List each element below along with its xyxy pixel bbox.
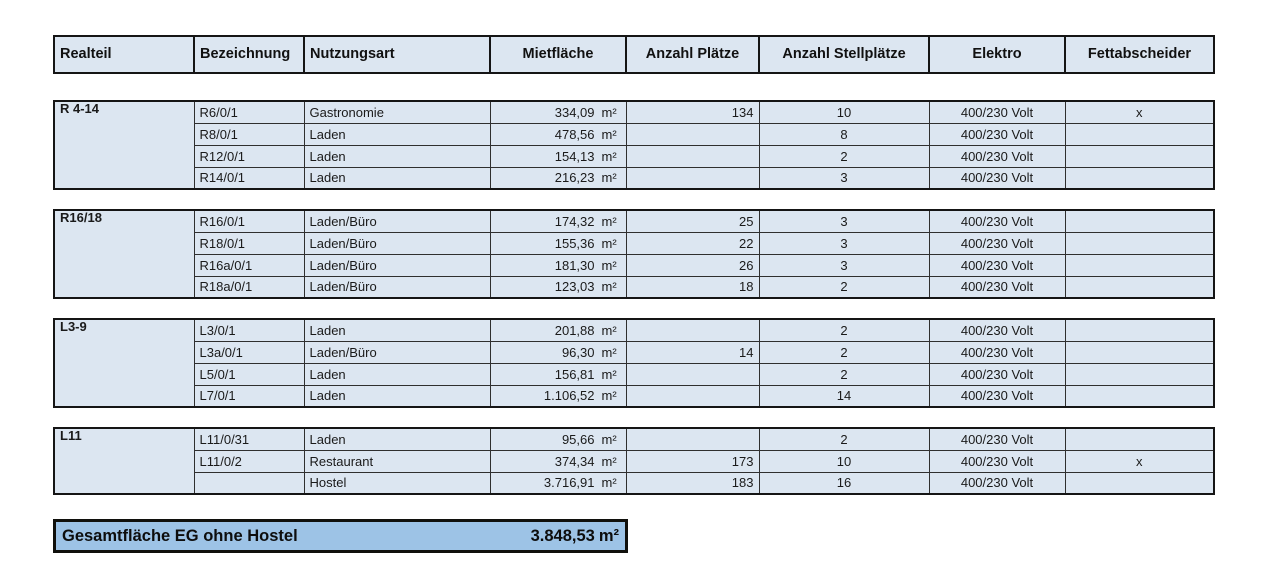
cell-anzahl-plaetze	[626, 385, 759, 407]
cell-mietflaeche	[490, 210, 626, 232]
cell-bezeichnung: L3/0/1	[194, 319, 304, 341]
cell-mietflaeche	[490, 363, 626, 385]
column-header-realteil: Realteil	[54, 36, 194, 73]
cell-nutzungsart: Laden/Büro	[304, 341, 490, 363]
cell-anzahl-stellplaetze: 3	[759, 232, 929, 254]
area-value: 3.716,91	[543, 475, 595, 491]
cell-elektro: 400/230 Volt	[929, 363, 1065, 385]
cell-anzahl-stellplaetze: 14	[759, 385, 929, 407]
cell-nutzungsart: Laden	[304, 385, 490, 407]
area-unit: m²	[601, 344, 617, 360]
realteil-group-label: R 4-14	[54, 101, 194, 189]
cell-anzahl-stellplaetze: 2	[759, 363, 929, 385]
cell-mietflaeche	[490, 145, 626, 167]
cell-mietflaeche	[490, 254, 626, 276]
table-row	[54, 450, 1214, 472]
cell-mietflaeche	[490, 450, 626, 472]
cell-bezeichnung: R14/0/1	[194, 167, 304, 189]
table-row	[54, 123, 1214, 145]
table-row	[54, 472, 1214, 494]
cell-anzahl-plaetze	[626, 123, 759, 145]
cell-elektro: 400/230 Volt	[929, 341, 1065, 363]
realteil-group-label: L3-9	[54, 319, 194, 407]
cell-anzahl-stellplaetze: 3	[759, 167, 929, 189]
area-unit: m²	[601, 170, 617, 186]
group-block-r16-18	[53, 209, 1215, 299]
table-row	[54, 319, 1214, 341]
cell-mietflaeche	[490, 428, 626, 450]
area-unit: m²	[601, 104, 617, 120]
cell-elektro: 400/230 Volt	[929, 101, 1065, 123]
cell-nutzungsart: Laden/Büro	[304, 232, 490, 254]
cell-fettabscheider	[1065, 428, 1214, 450]
cell-elektro: 400/230 Volt	[929, 385, 1065, 407]
column-header-anzahl-stellplaetze: Anzahl Stellplätze	[759, 36, 929, 73]
cell-elektro: 400/230 Volt	[929, 232, 1065, 254]
cell-nutzungsart: Laden/Büro	[304, 254, 490, 276]
group-block-l3-9	[53, 318, 1215, 408]
cell-nutzungsart: Laden	[304, 145, 490, 167]
cell-mietflaeche	[490, 167, 626, 189]
cell-fettabscheider	[1065, 210, 1214, 232]
area-value: 123,03	[554, 279, 595, 295]
cell-mietflaeche	[490, 385, 626, 407]
cell-fettabscheider	[1065, 123, 1214, 145]
column-header-anzahl-plaetze: Anzahl Plätze	[626, 36, 759, 73]
cell-nutzungsart: Gastronomie	[304, 101, 490, 123]
table-row	[54, 385, 1214, 407]
cell-bezeichnung: L11/0/31	[194, 428, 304, 450]
cell-fettabscheider	[1065, 254, 1214, 276]
cell-anzahl-stellplaetze: 8	[759, 123, 929, 145]
cell-bezeichnung: R18a/0/1	[194, 276, 304, 298]
cell-mietflaeche	[490, 472, 626, 494]
cell-mietflaeche	[490, 101, 626, 123]
column-header-nutzungsart: Nutzungsart	[304, 36, 490, 73]
cell-anzahl-plaetze	[626, 167, 759, 189]
cell-fettabscheider: x	[1065, 101, 1214, 123]
cell-mietflaeche	[490, 319, 626, 341]
cell-nutzungsart: Laden	[304, 428, 490, 450]
cell-elektro: 400/230 Volt	[929, 123, 1065, 145]
area-unit: m²	[601, 322, 617, 338]
area-unit: m²	[601, 148, 617, 164]
cell-bezeichnung: R6/0/1	[194, 101, 304, 123]
table-row	[54, 101, 1214, 123]
cell-anzahl-plaetze: 26	[626, 254, 759, 276]
cell-fettabscheider	[1065, 363, 1214, 385]
cell-anzahl-stellplaetze: 2	[759, 276, 929, 298]
cell-elektro: 400/230 Volt	[929, 276, 1065, 298]
cell-anzahl-stellplaetze: 16	[759, 472, 929, 494]
cell-mietflaeche	[490, 232, 626, 254]
area-unit: m²	[601, 126, 617, 142]
cell-anzahl-stellplaetze: 3	[759, 210, 929, 232]
table-row	[54, 210, 1214, 232]
group-block-l11	[53, 427, 1215, 495]
cell-anzahl-stellplaetze: 10	[759, 101, 929, 123]
cell-fettabscheider: x	[1065, 450, 1214, 472]
total-bar	[53, 519, 628, 553]
cell-elektro: 400/230 Volt	[929, 428, 1065, 450]
cell-bezeichnung: R16/0/1	[194, 210, 304, 232]
cell-nutzungsart: Laden	[304, 363, 490, 385]
cell-anzahl-stellplaetze: 2	[759, 319, 929, 341]
cell-anzahl-plaetze: 18	[626, 276, 759, 298]
cell-elektro: 400/230 Volt	[929, 167, 1065, 189]
cell-elektro: 400/230 Volt	[929, 472, 1065, 494]
area-value: 181,30	[554, 257, 595, 273]
cell-elektro: 400/230 Volt	[929, 319, 1065, 341]
cell-nutzungsart: Laden/Büro	[304, 210, 490, 232]
cell-fettabscheider	[1065, 167, 1214, 189]
cell-anzahl-stellplaetze: 2	[759, 341, 929, 363]
column-header-elektro: Elektro	[929, 36, 1065, 73]
total-unit: m²	[598, 526, 619, 545]
cell-nutzungsart: Laden/Büro	[304, 276, 490, 298]
cell-fettabscheider	[1065, 472, 1214, 494]
cell-mietflaeche	[490, 341, 626, 363]
cell-anzahl-plaetze: 25	[626, 210, 759, 232]
area-unit: m²	[601, 388, 617, 404]
cell-anzahl-plaetze	[626, 145, 759, 167]
area-unit: m²	[601, 475, 617, 491]
cell-anzahl-stellplaetze: 2	[759, 145, 929, 167]
total-value: 3.848,53	[530, 526, 595, 545]
area-unit: m²	[601, 257, 617, 273]
cell-mietflaeche	[490, 123, 626, 145]
table-header-row	[53, 35, 1215, 74]
table-row	[54, 276, 1214, 298]
table-row	[54, 232, 1214, 254]
cell-anzahl-plaetze	[626, 319, 759, 341]
cell-nutzungsart: Hostel	[304, 472, 490, 494]
area-value: 216,23	[554, 170, 595, 186]
cell-bezeichnung: L7/0/1	[194, 385, 304, 407]
table-row	[54, 341, 1214, 363]
cell-bezeichnung: R16a/0/1	[194, 254, 304, 276]
cell-nutzungsart: Laden	[304, 123, 490, 145]
cell-anzahl-stellplaetze: 3	[759, 254, 929, 276]
cell-anzahl-plaetze: 173	[626, 450, 759, 472]
cell-nutzungsart: Restaurant	[304, 450, 490, 472]
cell-anzahl-plaetze	[626, 363, 759, 385]
area-value: 95,66	[561, 431, 595, 447]
area-value: 201,88	[554, 322, 595, 338]
cell-bezeichnung: L3a/0/1	[194, 341, 304, 363]
cell-fettabscheider	[1065, 232, 1214, 254]
cell-elektro: 400/230 Volt	[929, 450, 1065, 472]
cell-bezeichnung: R18/0/1	[194, 232, 304, 254]
cell-elektro: 400/230 Volt	[929, 254, 1065, 276]
total-value-group	[531, 527, 619, 546]
cell-bezeichnung	[194, 472, 304, 494]
area-value: 374,34	[554, 453, 595, 469]
cell-bezeichnung: R12/0/1	[194, 145, 304, 167]
cell-fettabscheider	[1065, 341, 1214, 363]
area-unit: m²	[601, 213, 617, 229]
area-unit: m²	[601, 366, 617, 382]
cell-fettabscheider	[1065, 276, 1214, 298]
cell-anzahl-plaetze: 183	[626, 472, 759, 494]
area-value: 334,09	[554, 104, 595, 120]
cell-anzahl-stellplaetze: 2	[759, 428, 929, 450]
table-row	[54, 254, 1214, 276]
cell-fettabscheider	[1065, 385, 1214, 407]
cell-fettabscheider	[1065, 319, 1214, 341]
table-row	[54, 167, 1214, 189]
area-unit: m²	[601, 235, 617, 251]
column-header-mietflaeche: Mietfläche	[490, 36, 626, 73]
cell-anzahl-plaetze: 22	[626, 232, 759, 254]
rental-area-table	[53, 35, 1213, 553]
cell-anzahl-plaetze: 14	[626, 341, 759, 363]
area-value: 1.106,52	[543, 388, 595, 404]
cell-bezeichnung: L11/0/2	[194, 450, 304, 472]
cell-bezeichnung: R8/0/1	[194, 123, 304, 145]
realteil-group-label: L11	[54, 428, 194, 494]
cell-nutzungsart: Laden	[304, 167, 490, 189]
area-value: 156,81	[554, 366, 595, 382]
area-value: 154,13	[554, 148, 595, 164]
cell-mietflaeche	[490, 276, 626, 298]
cell-elektro: 400/230 Volt	[929, 210, 1065, 232]
cell-elektro: 400/230 Volt	[929, 145, 1065, 167]
realteil-group-label: R16/18	[54, 210, 194, 298]
area-unit: m²	[601, 431, 617, 447]
column-header-bezeichnung: Bezeichnung	[194, 36, 304, 73]
area-value: 96,30	[561, 344, 595, 360]
area-value: 155,36	[554, 235, 595, 251]
cell-nutzungsart: Laden	[304, 319, 490, 341]
cell-anzahl-plaetze	[626, 428, 759, 450]
column-header-fettabscheider: Fettabscheider	[1065, 36, 1214, 73]
cell-anzahl-plaetze: 134	[626, 101, 759, 123]
table-row	[54, 428, 1214, 450]
area-unit: m²	[601, 453, 617, 469]
total-label: Gesamtfläche EG ohne Hostel	[62, 526, 298, 545]
table-row	[54, 363, 1214, 385]
cell-bezeichnung: L5/0/1	[194, 363, 304, 385]
area-value: 174,32	[554, 213, 595, 229]
cell-fettabscheider	[1065, 145, 1214, 167]
area-value: 478,56	[554, 126, 595, 142]
group-block-r4-14	[53, 100, 1215, 190]
cell-anzahl-stellplaetze: 10	[759, 450, 929, 472]
area-unit: m²	[601, 279, 617, 295]
table-row	[54, 145, 1214, 167]
